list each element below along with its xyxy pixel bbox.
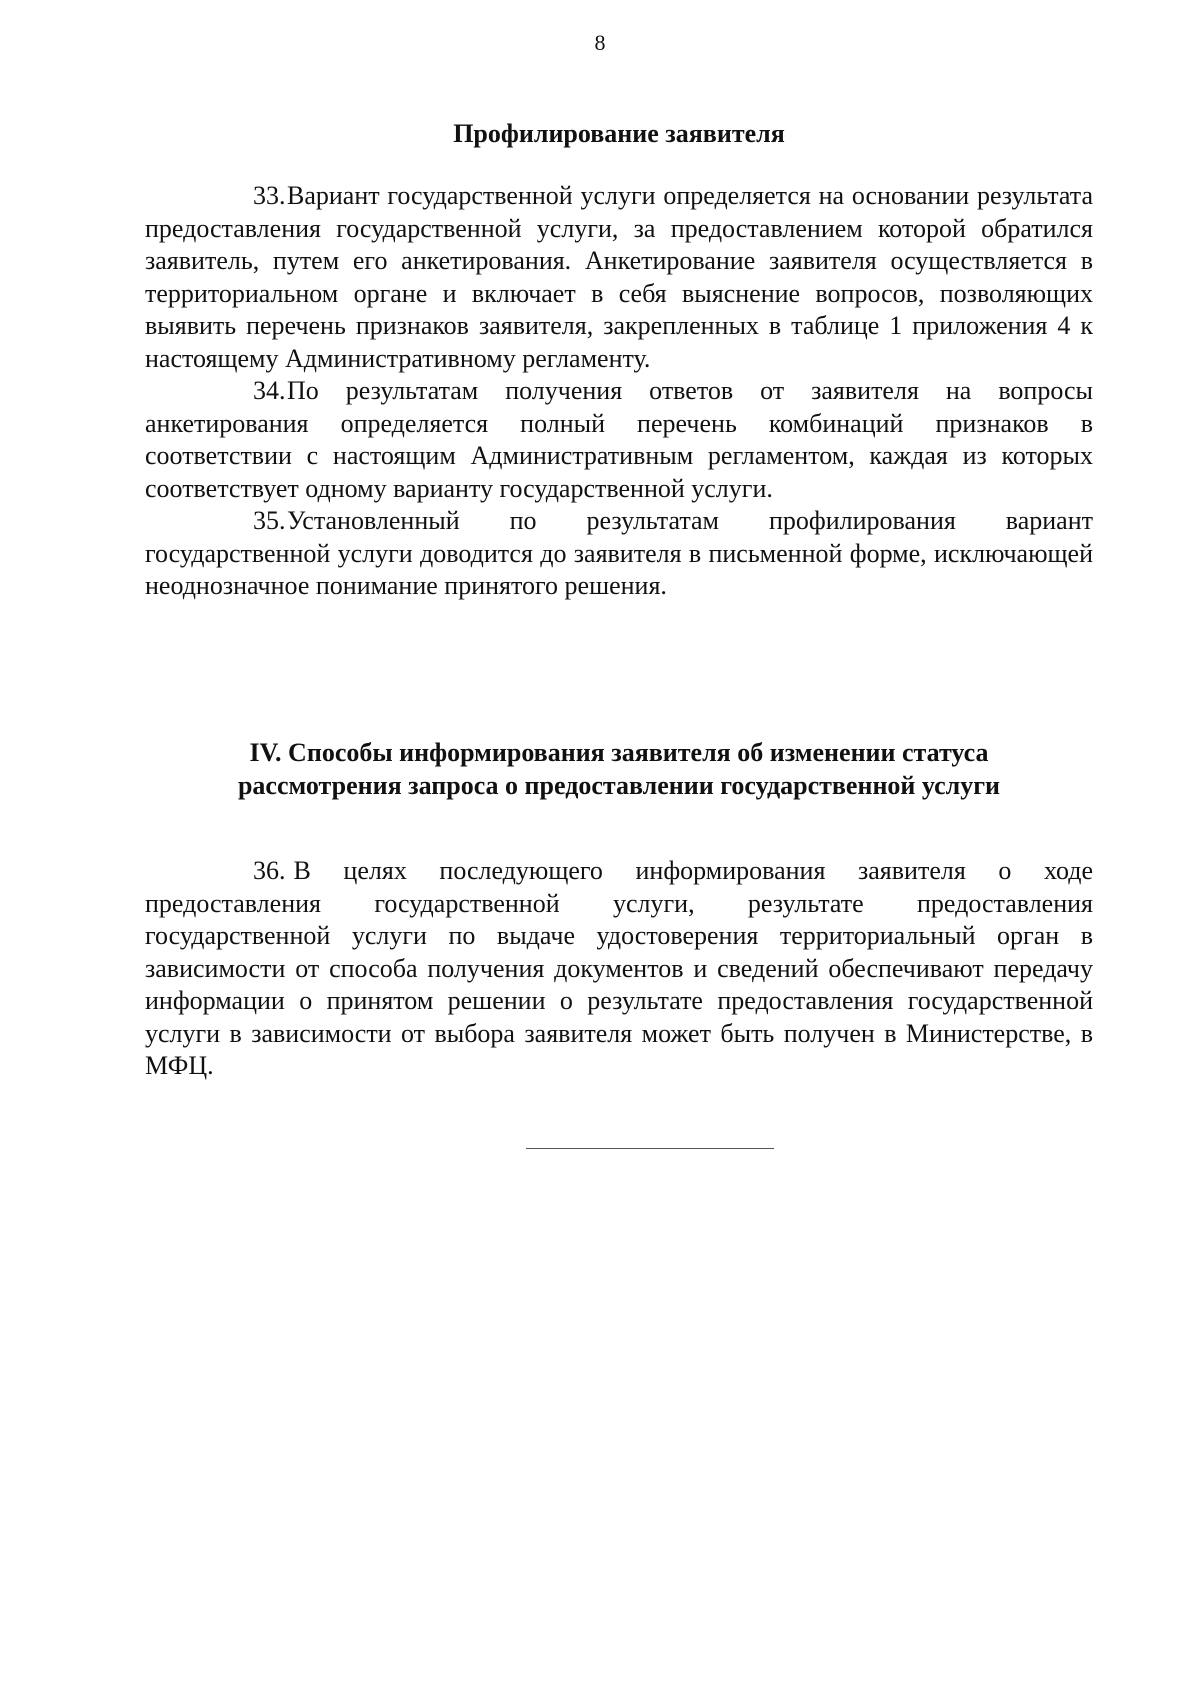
paragraph-text: В целях последующего информирования заявителя о ходе предоставления государственной услуги, результате предоставления государственной услуги по выдаче удостоверения территориальный орган в зависимости от способа получения документов и сведений обеспечивают передачу информации о принятом решении о результате предоставления государственной услуги в зависимости от выбора заявителя может быть получен в Министерстве, в МФЦ. bbox=[145, 856, 1093, 1080]
paragraph-33 bbox=[145, 180, 1093, 375]
paragraph-text: Вариант государственной услуги определяется на основании результата предоставления государственной услуги, за предоставлением которой обратился заявитель, путем его анкетирования. Анкетирование заявителя осуществляется в территориальном органе и включает в себя выяснение вопросов, позволяющих выявить перечень признаков заявителя, закрепленных в таблице 1 приложения 4 к настоящему Административному регламенту. bbox=[145, 181, 1093, 373]
paragraph-number: 33. bbox=[253, 181, 286, 210]
section-iv-body bbox=[145, 855, 1093, 1083]
paragraph-36 bbox=[145, 855, 1093, 1083]
paragraph-number: 34. bbox=[253, 376, 286, 405]
section-profiling-body bbox=[145, 180, 1093, 603]
paragraph-text: По результатам получения ответов от заявителя на вопросы анкетирования определяется полный перечень комбинаций признаков в соответствии с настоящим Административным регламентом, каждая из которых соответствует одному варианту государственной услуги. bbox=[145, 376, 1093, 503]
end-of-text-rule bbox=[526, 1148, 774, 1149]
paragraph-text: Установленный по результатам профилирования вариант государственной услуги доводится до заявителя в письменной форме, исключающей неоднозначное понимание принятого решения. bbox=[145, 506, 1093, 600]
page-number: 8 bbox=[594, 30, 606, 55]
paragraph-number: 35. bbox=[253, 506, 286, 535]
section-title-iv bbox=[180, 736, 1058, 802]
section-title-profiling: Профилирование заявителя bbox=[453, 119, 785, 148]
paragraph-34 bbox=[145, 375, 1093, 505]
paragraph-35 bbox=[145, 505, 1093, 603]
section-title-iv-line-1: IV. Способы информирования заявителя об изменении статуса bbox=[249, 738, 989, 767]
paragraph-number: 36. bbox=[253, 856, 286, 885]
section-title-iv-line-2: рассмотрения запроса о предоставлении государственной услуги bbox=[237, 771, 1001, 800]
